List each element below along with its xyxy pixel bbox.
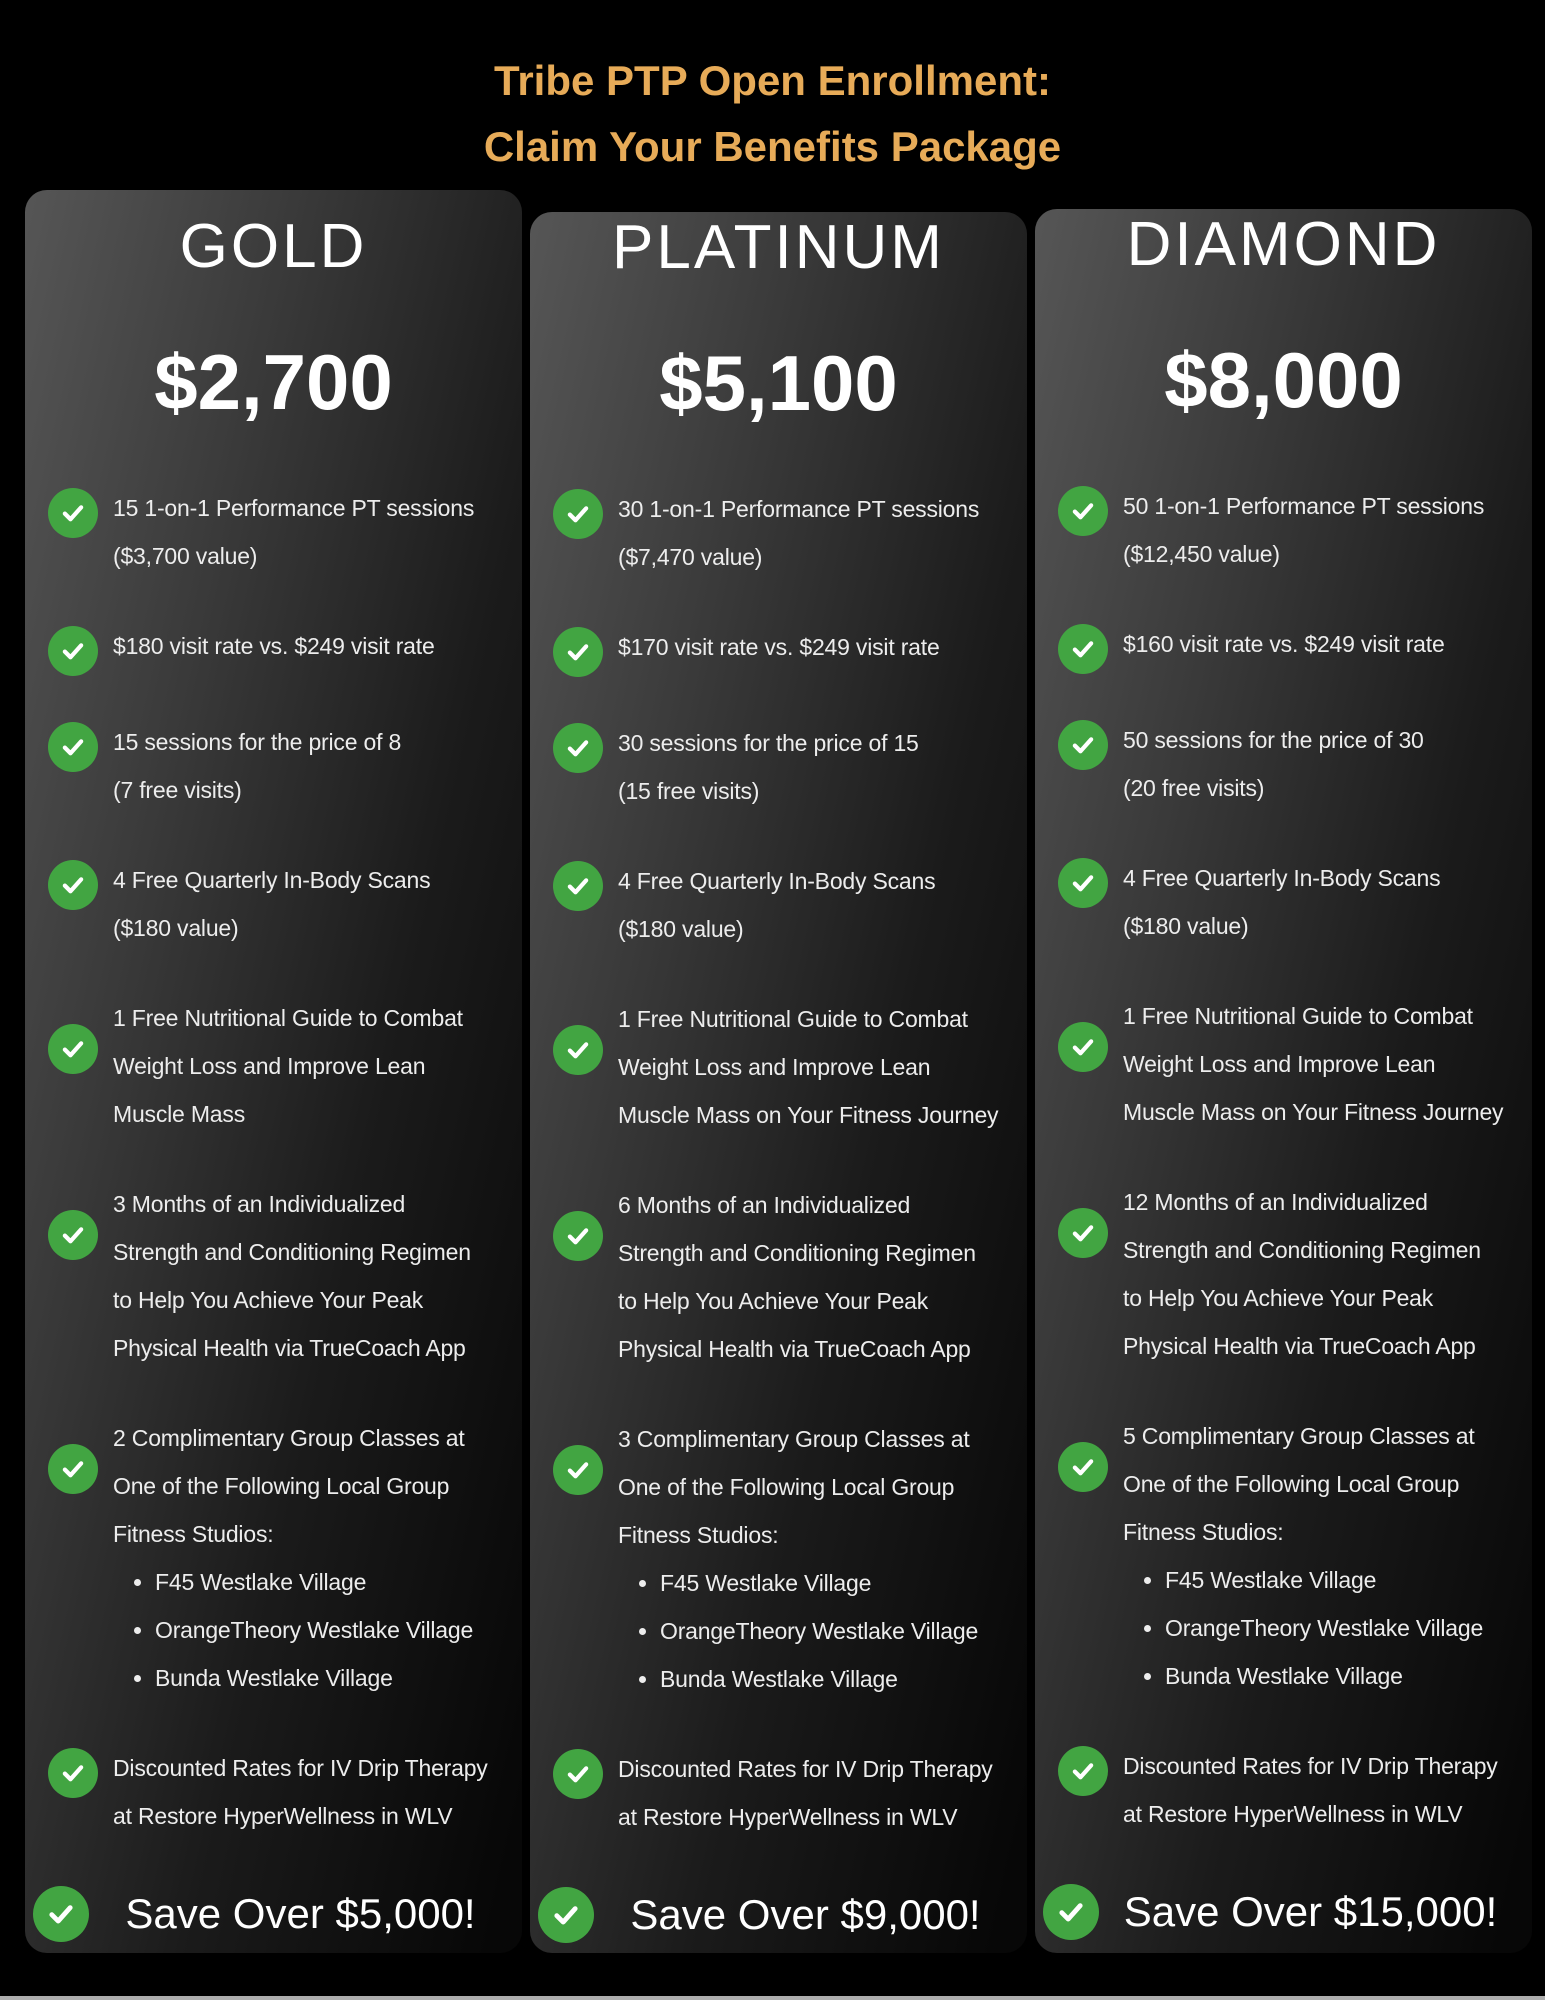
feature-row <box>48 1744 512 1840</box>
feature-line: Discounted Rates for IV Drip Therapy <box>618 1756 993 1782</box>
check-icon <box>538 1887 594 1943</box>
feature-line: Discounted Rates for IV Drip Therapy <box>113 1755 488 1781</box>
feature-text <box>618 857 935 953</box>
check-icon <box>1058 858 1108 908</box>
card-gold <box>25 190 522 1953</box>
feature-line: 4 Free Quarterly In-Body Scans <box>618 868 936 894</box>
feature-line: (15 free visits) <box>618 778 760 804</box>
feature-row <box>553 485 1017 581</box>
feature-line: One of the Following Local Group <box>1123 1471 1460 1497</box>
feature-row <box>553 1745 1017 1841</box>
check-icon <box>33 1886 89 1942</box>
save-row <box>33 1882 512 1946</box>
studio-list <box>1123 1556 1483 1700</box>
check-icon <box>553 1025 603 1075</box>
tier-name: GOLD <box>179 212 368 281</box>
feature-line: Strength and Conditioning Regimen <box>1123 1237 1481 1263</box>
feature-text <box>113 718 401 814</box>
feature-line: at Restore HyperWellness in WLV <box>618 1804 958 1830</box>
studio-item: • OrangeTheory Westlake Village <box>660 1607 978 1655</box>
feature-line: (7 free visits) <box>113 777 242 803</box>
feature-line: to Help You Achieve Your Peak <box>618 1288 929 1314</box>
feature-line: 1 Free Nutritional Guide to Combat <box>1123 1003 1473 1029</box>
check-icon <box>553 627 603 677</box>
check-icon <box>1043 1884 1099 1940</box>
feature-text <box>1123 1178 1481 1370</box>
studio-item: • F45 Westlake Village <box>155 1558 473 1606</box>
feature-line: $170 visit rate vs. $249 visit rate <box>618 634 940 660</box>
feature-text <box>113 484 474 580</box>
feature-text <box>1123 620 1445 668</box>
feature-text <box>618 719 919 815</box>
studio-item: • OrangeTheory Westlake Village <box>155 1606 473 1654</box>
check-icon <box>1058 1746 1108 1796</box>
check-icon <box>48 722 98 772</box>
feature-row <box>1058 992 1522 1136</box>
feature-text <box>618 1181 976 1373</box>
save-text: Save Over $5,000! <box>125 1890 476 1937</box>
studio-item: • F45 Westlake Village <box>660 1559 978 1607</box>
check-icon <box>553 1211 603 1261</box>
card-diamond <box>1035 209 1532 1953</box>
feature-row <box>48 1414 512 1702</box>
feature-line: Muscle Mass <box>113 1101 245 1127</box>
feature-row <box>48 622 512 676</box>
check-icon <box>553 861 603 911</box>
feature-line: 4 Free Quarterly In-Body Scans <box>113 867 431 893</box>
feature-text <box>618 623 940 671</box>
feature-line: ($180 value) <box>1123 913 1249 939</box>
feature-line: 3 Complimentary Group Classes at <box>618 1426 970 1452</box>
check-icon <box>48 1210 98 1260</box>
feature-line: Strength and Conditioning Regimen <box>618 1240 976 1266</box>
feature-line: Physical Health via TrueCoach App <box>618 1336 971 1362</box>
check-icon <box>1058 624 1108 674</box>
feature-line: to Help You Achieve Your Peak <box>113 1287 424 1313</box>
feature-line: One of the Following Local Group <box>618 1474 955 1500</box>
feature-row <box>553 995 1017 1139</box>
save-text: Save Over $9,000! <box>630 1891 981 1938</box>
feature-text <box>1123 854 1440 950</box>
feature-line: $180 visit rate vs. $249 visit rate <box>113 633 435 659</box>
studio-list <box>618 1559 978 1703</box>
feature-line: (20 free visits) <box>1123 775 1265 801</box>
save-text: Save Over $15,000! <box>1123 1888 1498 1935</box>
feature-line: 2 Complimentary Group Classes at <box>113 1425 465 1451</box>
feature-row <box>1058 482 1522 578</box>
feature-line: 4 Free Quarterly In-Body Scans <box>1123 865 1441 891</box>
feature-line: 6 Months of an Individualized <box>618 1192 911 1218</box>
feature-line: Weight Loss and Improve Lean <box>1123 1051 1436 1077</box>
studio-item: • F45 Westlake Village <box>1165 1556 1483 1604</box>
feature-line: 30 sessions for the price of 15 <box>618 730 919 756</box>
check-icon <box>1058 720 1108 770</box>
feature-line: 5 Complimentary Group Classes at <box>1123 1423 1475 1449</box>
feature-line: ($12,450 value) <box>1123 541 1280 567</box>
feature-text <box>113 994 463 1138</box>
feature-row <box>553 857 1017 953</box>
feature-line: 1 Free Nutritional Guide to Combat <box>618 1006 968 1032</box>
feature-text <box>618 1415 978 1703</box>
tier-name: DIAMOND <box>1126 210 1441 279</box>
feature-row <box>1058 1178 1522 1370</box>
feature-list <box>530 429 1027 1841</box>
tier-price: $2,700 <box>154 338 393 426</box>
pricing-cards-row <box>25 0 1532 1953</box>
feature-line: Discounted Rates for IV Drip Therapy <box>1123 1753 1498 1779</box>
feature-row <box>1058 620 1522 674</box>
feature-line: Strength and Conditioning Regimen <box>113 1239 471 1265</box>
feature-line: $160 visit rate vs. $249 visit rate <box>1123 631 1445 657</box>
check-icon <box>48 1444 98 1494</box>
feature-line: 50 1-on-1 Performance PT sessions <box>1123 493 1485 519</box>
check-icon <box>553 1445 603 1495</box>
feature-text <box>618 1745 993 1841</box>
feature-row <box>1058 1742 1522 1838</box>
feature-line: Fitness Studios: <box>1123 1519 1284 1545</box>
feature-text <box>113 1414 473 1702</box>
feature-line: 30 1-on-1 Performance PT sessions <box>618 496 980 522</box>
feature-line: ($3,700 value) <box>113 543 258 569</box>
feature-line: Weight Loss and Improve Lean <box>618 1054 931 1080</box>
save-row <box>1043 1880 1522 1944</box>
check-icon <box>553 723 603 773</box>
check-icon <box>48 1024 98 1074</box>
check-icon <box>48 1748 98 1798</box>
feature-line: 15 sessions for the price of 8 <box>113 729 402 755</box>
feature-line: 15 1-on-1 Performance PT sessions <box>113 495 475 521</box>
feature-line: Weight Loss and Improve Lean <box>113 1053 426 1079</box>
feature-text <box>1123 482 1484 578</box>
feature-line: ($180 value) <box>618 916 744 942</box>
check-icon <box>1058 1022 1108 1072</box>
page-title-line2: Claim Your Benefits Package <box>483 123 1062 170</box>
feature-text <box>1123 1412 1483 1700</box>
feature-row <box>1058 854 1522 950</box>
feature-line: Fitness Studios: <box>618 1522 779 1548</box>
feature-row <box>553 1181 1017 1373</box>
feature-text <box>1123 992 1503 1136</box>
feature-row <box>553 1415 1017 1703</box>
feature-row <box>48 484 512 580</box>
studio-item: • Bunda Westlake Village <box>1165 1652 1483 1700</box>
feature-text <box>618 995 998 1139</box>
feature-text <box>618 485 979 581</box>
feature-text <box>1123 1742 1498 1838</box>
studio-list <box>113 1558 473 1702</box>
studio-item: • OrangeTheory Westlake Village <box>1165 1604 1483 1652</box>
feature-line: 1 Free Nutritional Guide to Combat <box>113 1005 463 1031</box>
tier-name: PLATINUM <box>612 213 945 282</box>
feature-text <box>113 1744 488 1840</box>
feature-line: 12 Months of an Individualized <box>1123 1189 1428 1215</box>
feature-row <box>553 719 1017 815</box>
check-icon <box>1058 1208 1108 1258</box>
studio-item: • Bunda Westlake Village <box>155 1654 473 1702</box>
feature-line: Physical Health via TrueCoach App <box>1123 1333 1476 1359</box>
feature-line: to Help You Achieve Your Peak <box>1123 1285 1434 1311</box>
check-icon <box>1058 1442 1108 1492</box>
studio-item: • Bunda Westlake Village <box>660 1655 978 1703</box>
feature-line: at Restore HyperWellness in WLV <box>1123 1801 1463 1827</box>
save-row <box>538 1883 1017 1947</box>
feature-line: Muscle Mass on Your Fitness Journey <box>1123 1099 1504 1125</box>
check-icon <box>553 489 603 539</box>
feature-line: Physical Health via TrueCoach App <box>113 1335 466 1361</box>
feature-row <box>48 718 512 814</box>
feature-row <box>553 623 1017 677</box>
feature-line: One of the Following Local Group <box>113 1473 450 1499</box>
feature-line: 3 Months of an Individualized <box>113 1191 406 1217</box>
bottom-edge-strip <box>0 1996 1545 2000</box>
feature-line: Muscle Mass on Your Fitness Journey <box>618 1102 999 1128</box>
check-icon <box>48 860 98 910</box>
feature-text <box>113 856 430 952</box>
feature-list <box>1035 426 1532 1838</box>
check-icon <box>553 1749 603 1799</box>
feature-line: 50 sessions for the price of 30 <box>1123 727 1424 753</box>
feature-line: ($7,470 value) <box>618 544 763 570</box>
feature-text <box>113 622 435 670</box>
tier-price: $8,000 <box>1164 336 1403 424</box>
check-icon <box>1058 486 1108 536</box>
feature-line: ($180 value) <box>113 915 239 941</box>
feature-row <box>48 1180 512 1372</box>
feature-line: Fitness Studios: <box>113 1521 274 1547</box>
feature-line: at Restore HyperWellness in WLV <box>113 1803 453 1829</box>
check-icon <box>48 488 98 538</box>
feature-row <box>1058 716 1522 812</box>
feature-list <box>25 428 522 1840</box>
feature-text <box>1123 716 1424 812</box>
card-platinum <box>530 212 1027 1953</box>
check-icon <box>48 626 98 676</box>
feature-row <box>1058 1412 1522 1700</box>
feature-row <box>48 856 512 952</box>
feature-text <box>113 1180 471 1372</box>
tier-price: $5,100 <box>659 339 898 427</box>
feature-row <box>48 994 512 1138</box>
page-title-line1: Tribe PTP Open Enrollment: <box>494 57 1051 104</box>
